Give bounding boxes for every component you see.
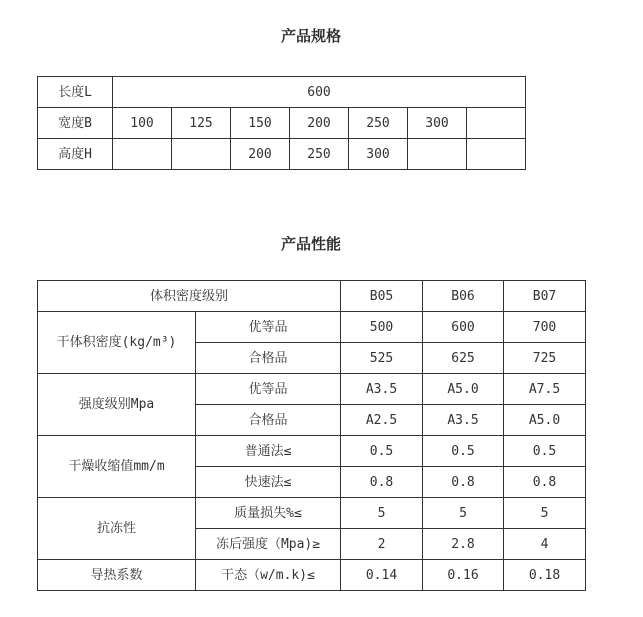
perf-value-cell: 625 <box>423 343 504 374</box>
spec-width-value-cell: 100 <box>113 108 172 139</box>
perf-value-cell: 5 <box>504 498 586 529</box>
spec-height-value-cell <box>467 139 526 170</box>
perf-header-density-grade: 体积密度级别 <box>38 281 341 312</box>
table-header-row <box>38 281 586 312</box>
perf-criterion-cell: 质量损失%≤ <box>196 498 341 529</box>
perf-value-cell: 725 <box>504 343 586 374</box>
spec-height-value-cell <box>408 139 467 170</box>
perf-value-cell: A3.5 <box>423 405 504 436</box>
spec-height-value-cell <box>172 139 231 170</box>
table-row <box>38 77 585 108</box>
perf-value-cell: 600 <box>423 312 504 343</box>
table-row <box>38 312 586 343</box>
perf-value-cell: A7.5 <box>504 374 586 405</box>
spec-width-value-cell: 300 <box>408 108 467 139</box>
perf-value-cell: 5 <box>341 498 423 529</box>
spec-length-value-cell: 600 <box>113 77 526 108</box>
spec-section-title: 产品规格 <box>280 27 341 45</box>
perf-criterion-cell: 优等品 <box>196 312 341 343</box>
perf-criterion-cell: 冻后强度（Mpa)≥ <box>196 529 341 560</box>
perf-value-cell: A3.5 <box>341 374 423 405</box>
perf-value-cell: 525 <box>341 343 423 374</box>
spec-row-label-width: 宽度B <box>38 108 113 139</box>
perf-criterion-cell: 干态（w/m.k)≤ <box>196 560 341 591</box>
perf-value-cell: 0.5 <box>423 436 504 467</box>
perf-value-cell: 0.8 <box>504 467 586 498</box>
spec-row-label-length: 长度L <box>38 77 113 108</box>
spec-width-value-cell: 200 <box>290 108 349 139</box>
perf-group-strength-grade: 强度级别Mpa <box>38 374 196 436</box>
spec-width-value-cell <box>467 108 526 139</box>
perf-criterion-cell: 合格品 <box>196 405 341 436</box>
perf-value-cell: 500 <box>341 312 423 343</box>
table-row <box>38 108 585 139</box>
perf-section-title: 产品性能 <box>280 235 341 253</box>
perf-header-grade-b06: B06 <box>423 281 504 312</box>
perf-value-cell: 0.14 <box>341 560 423 591</box>
table-row <box>38 374 586 405</box>
perf-value-cell: A5.0 <box>423 374 504 405</box>
perf-criterion-cell: 合格品 <box>196 343 341 374</box>
spec-row-label-height: 高度H <box>38 139 113 170</box>
perf-value-cell: 0.5 <box>504 436 586 467</box>
perf-value-cell: 0.5 <box>341 436 423 467</box>
perf-value-cell: 4 <box>504 529 586 560</box>
spec-height-value-cell <box>113 139 172 170</box>
table-row <box>38 560 586 591</box>
perf-value-cell: 5 <box>423 498 504 529</box>
perf-header-grade-b07: B07 <box>504 281 586 312</box>
spec-height-value-cell: 250 <box>290 139 349 170</box>
perf-criterion-cell: 快速法≤ <box>196 467 341 498</box>
perf-criterion-cell: 普通法≤ <box>196 436 341 467</box>
perf-table <box>37 280 586 591</box>
perf-value-cell: 0.16 <box>423 560 504 591</box>
perf-value-cell: 2 <box>341 529 423 560</box>
spec-width-value-cell: 150 <box>231 108 290 139</box>
perf-group-frost-resistance: 抗冻性 <box>38 498 196 560</box>
perf-value-cell: A2.5 <box>341 405 423 436</box>
perf-group-drying-shrinkage: 干燥收缩值mm/m <box>38 436 196 498</box>
perf-value-cell: 0.8 <box>341 467 423 498</box>
spec-height-value-cell: 200 <box>231 139 290 170</box>
spec-table <box>37 76 585 170</box>
table-row <box>38 498 586 529</box>
spec-width-value-cell: 250 <box>349 108 408 139</box>
perf-value-cell: 700 <box>504 312 586 343</box>
perf-header-grade-b05: B05 <box>341 281 423 312</box>
perf-value-cell: 0.18 <box>504 560 586 591</box>
spec-height-value-cell: 300 <box>349 139 408 170</box>
perf-value-cell: A5.0 <box>504 405 586 436</box>
perf-value-cell: 2.8 <box>423 529 504 560</box>
perf-criterion-cell: 优等品 <box>196 374 341 405</box>
table-row <box>38 139 585 170</box>
perf-group-thermal-conductivity: 导热系数 <box>38 560 196 591</box>
spec-width-value-cell: 125 <box>172 108 231 139</box>
perf-value-cell: 0.8 <box>423 467 504 498</box>
perf-group-dry-density: 干体积密度(kg/m³) <box>38 312 196 374</box>
table-row <box>38 436 586 467</box>
